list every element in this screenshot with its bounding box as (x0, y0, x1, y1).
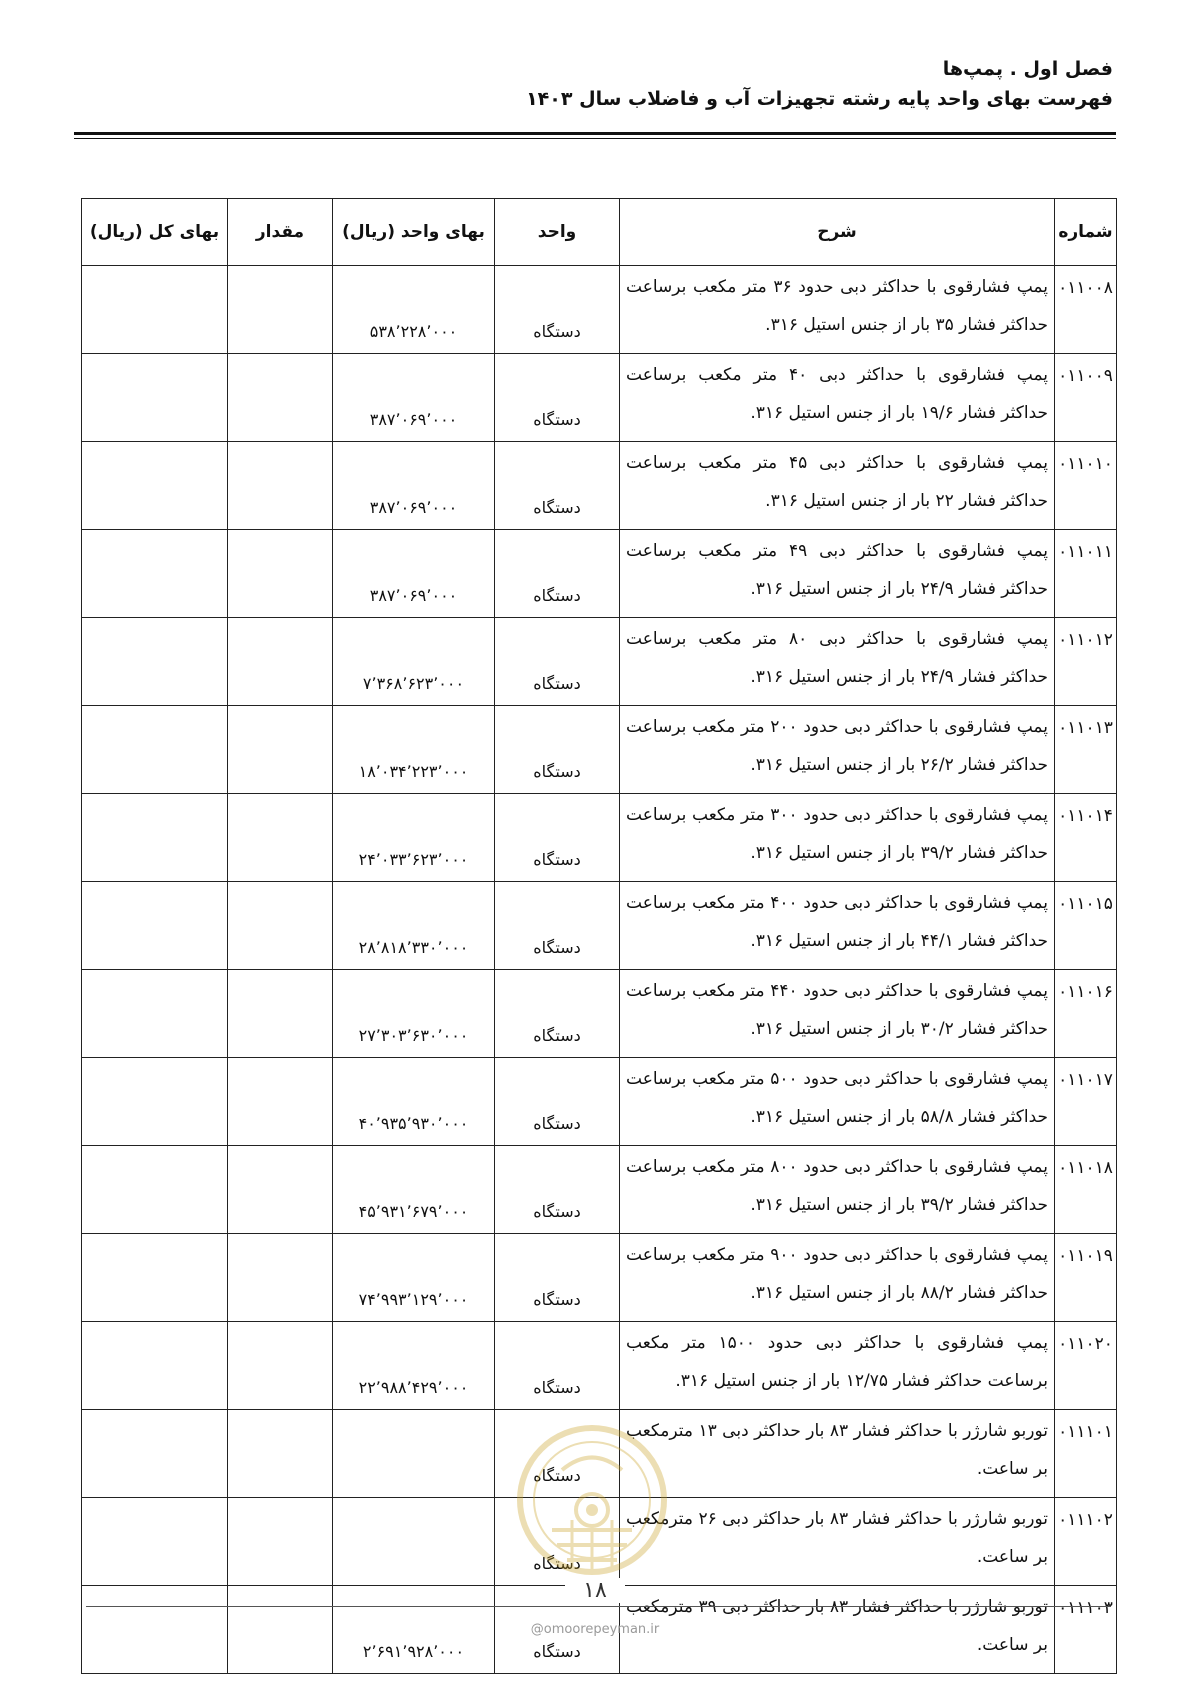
row-description: توربو شارژر با حداکثر فشار ۸۳ بار حداکثر دبی ۱۳ مترمکعب بر ساعت. (620, 1410, 1055, 1498)
row-quantity (228, 794, 333, 882)
table-row (82, 1234, 1117, 1322)
row-total-price (82, 882, 228, 970)
row-description: پمپ فشارقوی با حداکثر دبی ۴۹ متر مکعب برساعت حداکثر فشار ۲۴/۹ بار از جنس استیل ۳۱۶. (620, 530, 1055, 618)
table-row (82, 706, 1117, 794)
table-row (82, 882, 1117, 970)
row-description: پمپ فشارقوی با حداکثر دبی حدود ۴۴۰ متر مکعب برساعت حداکثر فشار ۳۰/۲ بار از جنس استیل ۳۱۶. (620, 970, 1055, 1058)
row-total-price (82, 1146, 228, 1234)
row-unit: دستگاه (495, 1586, 620, 1674)
row-number: ۰۱۱۰۱۴ (1055, 794, 1117, 882)
row-unit: دستگاه (495, 1410, 620, 1498)
row-unit: دستگاه (495, 530, 620, 618)
row-unit-price: ۴۰٬۹۳۵٬۹۳۰٬۰۰۰ (333, 1058, 495, 1146)
row-description: پمپ فشارقوی با حداکثر دبی حدود ۸۰۰ متر مکعب برساعت حداکثر فشار ۳۹/۲ بار از جنس استیل ۳۱۶. (620, 1146, 1055, 1234)
row-number: ۰۱۱۰۱۰ (1055, 442, 1117, 530)
row-quantity (228, 530, 333, 618)
row-unit: دستگاه (495, 1322, 620, 1410)
row-description: پمپ فشارقوی با حداکثر دبی حدود ۳۶ متر مکعب برساعت حداکثر فشار ۳۵ بار از جنس استیل ۳۱۶. (620, 266, 1055, 354)
row-number: ۰۱۱۰۱۳ (1055, 706, 1117, 794)
row-unit-price: ۲۲٬۹۸۸٬۴۲۹٬۰۰۰ (333, 1322, 495, 1410)
table-row (82, 266, 1117, 354)
row-description: پمپ فشارقوی با حداکثر دبی حدود ۱۵۰۰ متر مکعب برساعت حداکثر فشار ۱۲/۷۵ بار از جنس استیل ۳۱۶. (620, 1322, 1055, 1410)
row-number: ۰۱۱۰۱۸ (1055, 1146, 1117, 1234)
row-quantity (228, 266, 333, 354)
row-number: ۰۱۱۰۱۷ (1055, 1058, 1117, 1146)
row-unit-price: ۷۴٬۹۹۳٬۱۲۹٬۰۰۰ (333, 1234, 495, 1322)
row-quantity (228, 1586, 333, 1674)
row-total-price (82, 530, 228, 618)
column-header-description: شرح (620, 199, 1055, 266)
row-unit: دستگاه (495, 1498, 620, 1586)
row-unit-price: ۳۸۷٬۰۶۹٬۰۰۰ (333, 442, 495, 530)
row-description: پمپ فشارقوی با حداکثر دبی ۴۰ متر مکعب برساعت حداکثر فشار ۱۹/۶ بار از جنس استیل ۳۱۶. (620, 354, 1055, 442)
row-quantity (228, 1322, 333, 1410)
row-unit-price: ۳۸۷٬۰۶۹٬۰۰۰ (333, 354, 495, 442)
row-total-price (82, 354, 228, 442)
page-header (73, 58, 1113, 110)
table-body (82, 266, 1117, 1674)
table-row (82, 1410, 1117, 1498)
table-row (82, 442, 1117, 530)
footer-rule (86, 1606, 1111, 1607)
row-quantity (228, 706, 333, 794)
row-description: پمپ فشارقوی با حداکثر دبی حدود ۴۰۰ متر مکعب برساعت حداکثر فشار ۴۴/۱ بار از جنس استیل ۳۱۶. (620, 882, 1055, 970)
column-header-unit: واحد (495, 199, 620, 266)
column-header-number: شماره (1055, 199, 1117, 266)
row-unit: دستگاه (495, 266, 620, 354)
table-row (82, 794, 1117, 882)
row-number: ۰۱۱۰۱۱ (1055, 530, 1117, 618)
row-total-price (82, 618, 228, 706)
row-unit: دستگاه (495, 618, 620, 706)
row-number: ۰۱۱۰۰۹ (1055, 354, 1117, 442)
row-total-price (82, 266, 228, 354)
table-row (82, 970, 1117, 1058)
row-number: ۰۱۱۰۲۰ (1055, 1322, 1117, 1410)
row-description: پمپ فشارقوی با حداکثر دبی حدود ۳۰۰ متر مکعب برساعت حداکثر فشار ۳۹/۲ بار از جنس استیل ۳۱۶. (620, 794, 1055, 882)
table-row (82, 1322, 1117, 1410)
row-unit: دستگاه (495, 442, 620, 530)
table-row (82, 1498, 1117, 1586)
document-title: فهرست بهای واحد پایه رشته تجهیزات آب و فاضلاب سال ۱۴۰۳ (526, 88, 1113, 110)
row-unit-price: ۵۳۸٬۲۲۸٬۰۰۰ (333, 266, 495, 354)
row-number: ۰۱۱۱۰۱ (1055, 1410, 1117, 1498)
row-number: ۰۱۱۱۰۲ (1055, 1498, 1117, 1586)
row-description: توربو شارژر با حداکثر فشار ۸۳ بار حداکثر دبی ۳۹ مترمکعب بر ساعت. (620, 1586, 1055, 1674)
column-header-unit-price: بهای واحد (ریال) (333, 199, 495, 266)
row-number: ۰۱۱۰۱۵ (1055, 882, 1117, 970)
header-rule-thin (74, 138, 1116, 139)
row-description: پمپ فشارقوی با حداکثر دبی ۸۰ متر مکعب برساعت حداکثر فشار ۲۴/۹ بار از جنس استیل ۳۱۶. (620, 618, 1055, 706)
row-quantity (228, 1498, 333, 1586)
row-quantity (228, 618, 333, 706)
row-unit-price: ۴۵٬۹۳۱٬۶۷۹٬۰۰۰ (333, 1146, 495, 1234)
row-total-price (82, 1058, 228, 1146)
column-header-quantity: مقدار (228, 199, 333, 266)
row-quantity (228, 1058, 333, 1146)
column-header-total-price: بهای کل (ریال) (82, 199, 228, 266)
row-number: ۰۱۱۰۱۶ (1055, 970, 1117, 1058)
row-unit: دستگاه (495, 794, 620, 882)
row-total-price (82, 1410, 228, 1498)
row-total-price (82, 794, 228, 882)
row-unit: دستگاه (495, 1058, 620, 1146)
header-rule-thick (74, 132, 1116, 135)
row-unit: دستگاه (495, 1234, 620, 1322)
row-description: پمپ فشارقوی با حداکثر دبی حدود ۵۰۰ متر مکعب برساعت حداکثر فشار ۵۸/۸ بار از جنس استیل ۳۱۶. (620, 1058, 1055, 1146)
row-unit: دستگاه (495, 1146, 620, 1234)
table-row (82, 1146, 1117, 1234)
table-row (82, 354, 1117, 442)
table-row (82, 530, 1117, 618)
row-quantity (228, 970, 333, 1058)
row-quantity (228, 882, 333, 970)
row-quantity (228, 442, 333, 530)
row-number: ۰۱۱۰۱۹ (1055, 1234, 1117, 1322)
row-total-price (82, 970, 228, 1058)
price-list-table (81, 198, 1117, 1674)
page-number: ۱۸ (565, 1578, 625, 1603)
row-unit-price: ۲٬۶۹۱٬۹۲۸٬۰۰۰ (333, 1586, 495, 1674)
table-row (82, 1058, 1117, 1146)
row-description: توربو شارژر با حداکثر فشار ۸۳ بار حداکثر دبی ۲۶ مترمکعب بر ساعت. (620, 1498, 1055, 1586)
row-unit-price: ۲۴٬۰۳۳٬۶۲۳٬۰۰۰ (333, 794, 495, 882)
row-description: پمپ فشارقوی با حداکثر دبی حدود ۲۰۰ متر مکعب برساعت حداکثر فشار ۲۶/۲ بار از جنس استیل ۳۱۶. (620, 706, 1055, 794)
row-total-price (82, 706, 228, 794)
row-number: ۰۱۱۱۰۳ (1055, 1586, 1117, 1674)
row-description: پمپ فشارقوی با حداکثر دبی ۴۵ متر مکعب برساعت حداکثر فشار ۲۲ بار از جنس استیل ۳۱۶. (620, 442, 1055, 530)
row-unit: دستگاه (495, 354, 620, 442)
row-unit: دستگاه (495, 706, 620, 794)
row-unit-price: ۲۷٬۳۰۳٬۶۳۰٬۰۰۰ (333, 970, 495, 1058)
row-quantity (228, 1410, 333, 1498)
table-header-row (82, 199, 1117, 266)
row-unit: دستگاه (495, 970, 620, 1058)
row-unit-price: ۲۸٬۸۱۸٬۳۳۰٬۰۰۰ (333, 882, 495, 970)
row-total-price (82, 442, 228, 530)
row-quantity (228, 1234, 333, 1322)
row-unit-price: ۱۸٬۰۳۴٬۲۲۳٬۰۰۰ (333, 706, 495, 794)
row-total-price (82, 1498, 228, 1586)
row-total-price (82, 1322, 228, 1410)
table-row (82, 618, 1117, 706)
row-description: پمپ فشارقوی با حداکثر دبی حدود ۹۰۰ متر مکعب برساعت حداکثر فشار ۸۸/۲ بار از جنس استیل ۳۱۶. (620, 1234, 1055, 1322)
row-number: ۰۱۱۰۱۲ (1055, 618, 1117, 706)
row-unit-price (333, 1498, 495, 1586)
row-total-price (82, 1586, 228, 1674)
row-total-price (82, 1234, 228, 1322)
row-number: ۰۱۱۰۰۸ (1055, 266, 1117, 354)
row-quantity (228, 354, 333, 442)
row-unit-price: ۳۸۷٬۰۶۹٬۰۰۰ (333, 530, 495, 618)
website-watermark: @omoorepeyman.ir (530, 1622, 660, 1637)
row-unit-price (333, 1410, 495, 1498)
row-unit-price: ۷٬۳۶۸٬۶۲۳٬۰۰۰ (333, 618, 495, 706)
chapter-title: فصل اول . پمپ‌ها (942, 58, 1113, 80)
row-unit: دستگاه (495, 882, 620, 970)
row-quantity (228, 1146, 333, 1234)
